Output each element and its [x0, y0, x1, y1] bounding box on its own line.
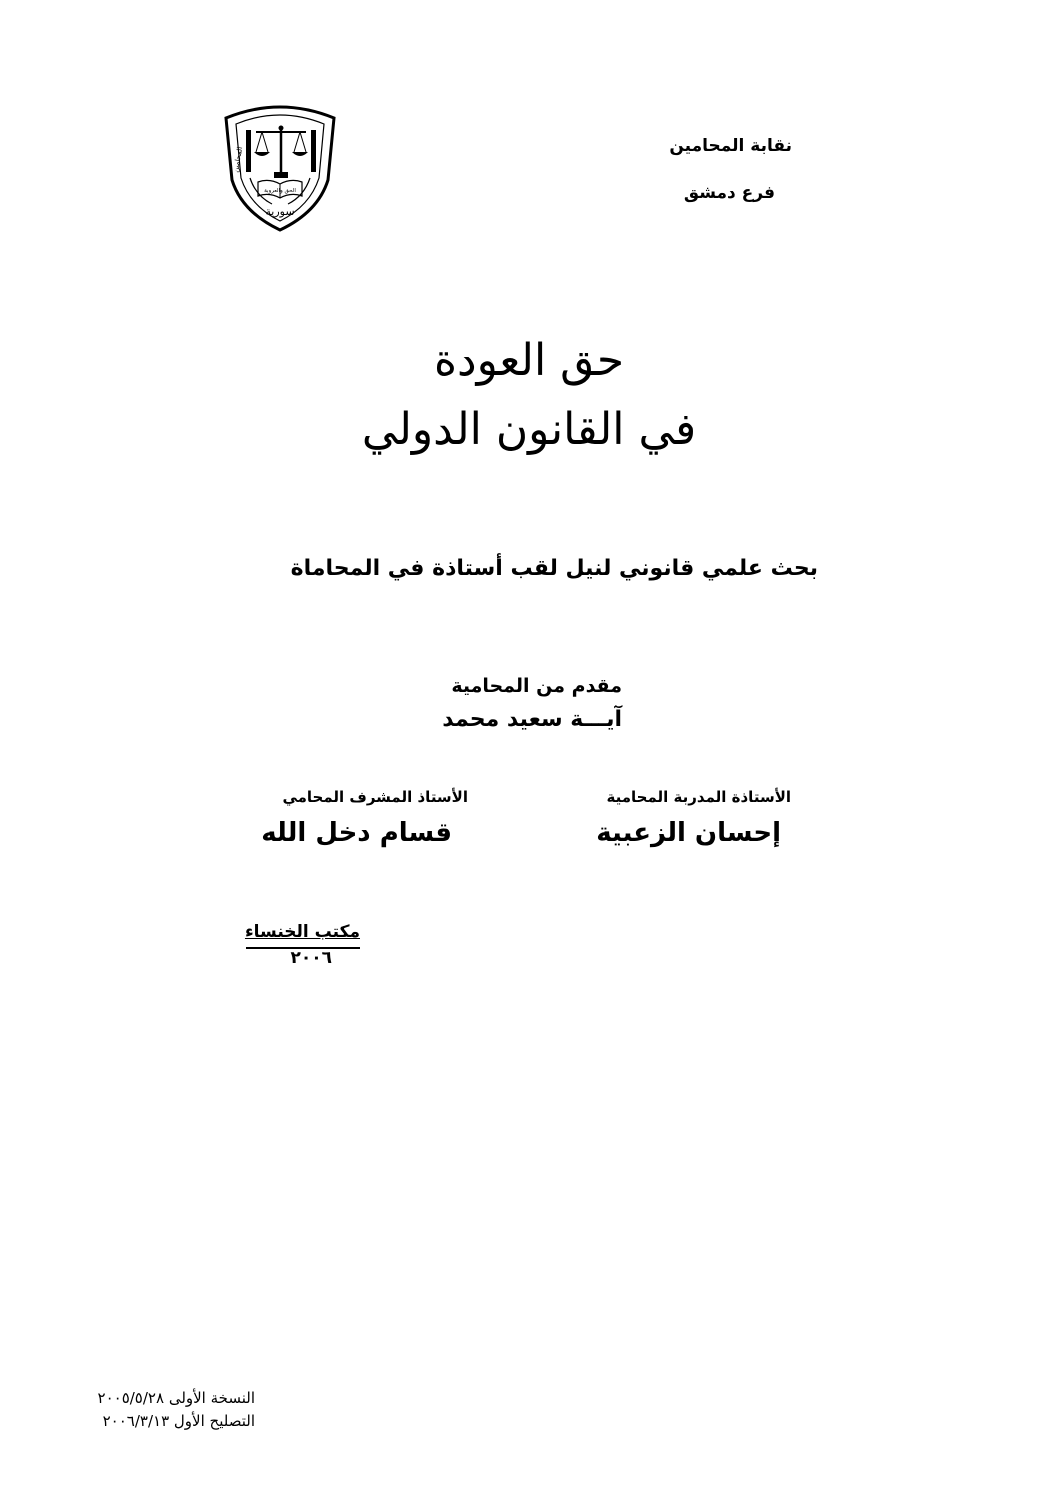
- supervisor-label: الأستاذ المشرف المحامي: [282, 788, 468, 806]
- office-year: ٢٠٠٦: [290, 948, 332, 968]
- bar-association-logo: [222, 100, 338, 232]
- first-correction-date: التصليح الأول ٢٠٠٦/٣/١٣: [102, 1412, 255, 1430]
- author-name: آيـــة سعيد محمد: [442, 707, 622, 732]
- title-line1-text: حق العودة: [433, 335, 625, 386]
- supervisor-name: قسام دخل الله: [261, 818, 452, 848]
- document-title-line2: في القانون الدولي: [361, 404, 697, 455]
- trainer-name: إحسان الزعبية: [596, 818, 781, 848]
- branch-name: فرع دمشق: [683, 183, 775, 203]
- logo-book-text: الحق والعروبة: [264, 188, 296, 194]
- first-edition-date: النسخة الأولى ٢٠٠٥/٥/٢٨: [97, 1389, 255, 1407]
- office-name: مكتب الخنساء: [244, 922, 360, 942]
- presented-by-label: مقدم من المحامية: [451, 675, 622, 697]
- logo-side-text: المحامين: [231, 146, 245, 174]
- logo-bottom-text: سورية: [265, 205, 295, 218]
- trainer-label: الأستاذة المدربة المحامية: [606, 788, 791, 806]
- document-subtitle: بحث علمي قانوني لنيل لقب أستاذة في المحاماة: [290, 556, 818, 581]
- document-title-line1: [0, 333, 1058, 389]
- organization-name: نقابة المحامين: [669, 136, 792, 156]
